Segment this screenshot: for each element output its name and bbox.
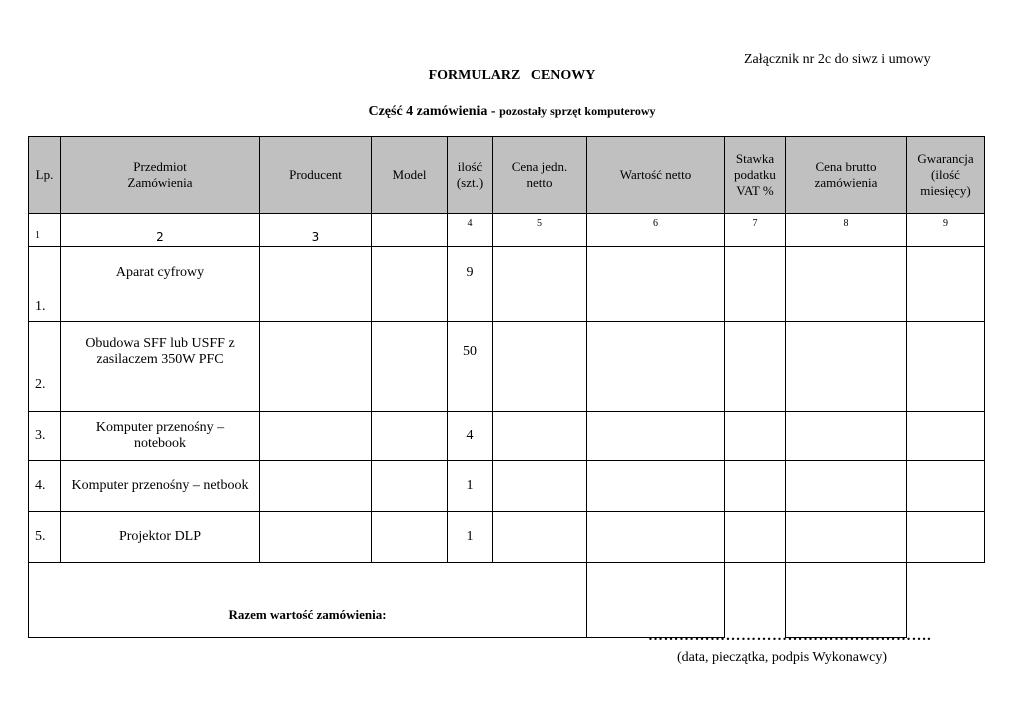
row-producer-cell[interactable] bbox=[260, 322, 372, 412]
row-quantity: 1 bbox=[448, 461, 493, 512]
column-number: 1 bbox=[29, 214, 61, 247]
price-table bbox=[28, 136, 985, 638]
row-model-cell[interactable] bbox=[372, 322, 448, 412]
header-net-value: Wartość netto bbox=[587, 137, 725, 214]
header-warranty: Gwarancja (ilość miesięcy) bbox=[907, 137, 985, 214]
row-warranty-cell[interactable] bbox=[907, 512, 985, 563]
total-spacer bbox=[725, 563, 786, 638]
row-lp: 3. bbox=[29, 412, 61, 461]
row-gross-price-cell[interactable] bbox=[786, 512, 907, 563]
header-vat-rate: Stawka podatku VAT % bbox=[725, 137, 786, 214]
row-vat-cell[interactable] bbox=[725, 322, 786, 412]
row-quantity: 9 bbox=[448, 247, 493, 322]
total-net-value-cell[interactable] bbox=[587, 563, 725, 638]
row-net-value-cell[interactable] bbox=[587, 247, 725, 322]
row-net-value-cell[interactable] bbox=[587, 412, 725, 461]
column-number: 5 bbox=[493, 214, 587, 247]
row-warranty-cell[interactable] bbox=[907, 461, 985, 512]
row-vat-cell[interactable] bbox=[725, 247, 786, 322]
row-net-value-cell[interactable] bbox=[587, 512, 725, 563]
signature-caption: (data, pieczątka, podpis Wykonawcy) bbox=[677, 650, 887, 665]
row-producer-cell[interactable] bbox=[260, 247, 372, 322]
row-producer-cell[interactable] bbox=[260, 412, 372, 461]
row-lp: 5. bbox=[29, 512, 61, 563]
row-model-cell[interactable] bbox=[372, 247, 448, 322]
column-number-row bbox=[29, 214, 985, 247]
row-unit-price-cell[interactable] bbox=[493, 247, 587, 322]
row-vat-cell[interactable] bbox=[725, 461, 786, 512]
total-spacer bbox=[907, 563, 985, 638]
row-item-name: Projektor DLP bbox=[61, 512, 260, 563]
row-lp: 2. bbox=[29, 322, 61, 412]
table-row bbox=[29, 322, 985, 412]
row-model-cell[interactable] bbox=[372, 461, 448, 512]
column-number bbox=[372, 214, 448, 247]
row-warranty-cell[interactable] bbox=[907, 247, 985, 322]
column-number: 9 bbox=[907, 214, 985, 247]
row-quantity: 4 bbox=[448, 412, 493, 461]
table-row bbox=[29, 247, 985, 322]
row-quantity: 1 bbox=[448, 512, 493, 563]
row-model-cell[interactable] bbox=[372, 512, 448, 563]
row-producer-cell[interactable] bbox=[260, 461, 372, 512]
row-unit-price-cell[interactable] bbox=[493, 412, 587, 461]
header-unit-price: Cena jedn. netto bbox=[493, 137, 587, 214]
row-quantity: 50 bbox=[448, 322, 493, 412]
annex-reference: Załącznik nr 2c do siwz i umowy bbox=[744, 52, 931, 67]
header-model: Model bbox=[372, 137, 448, 214]
row-gross-price-cell[interactable] bbox=[786, 247, 907, 322]
row-item-name: Komputer przenośny – notebook bbox=[61, 412, 260, 461]
row-gross-price-cell[interactable] bbox=[786, 322, 907, 412]
row-item-name: Obudowa SFF lub USFF z zasilaczem 350W PFC bbox=[61, 322, 260, 412]
row-model-cell[interactable] bbox=[372, 412, 448, 461]
header-gross-price: Cena brutto zamówienia bbox=[786, 137, 907, 214]
column-number: 2 bbox=[61, 214, 260, 247]
row-unit-price-cell[interactable] bbox=[493, 512, 587, 563]
column-number: 3 bbox=[260, 214, 372, 247]
total-row bbox=[29, 563, 985, 638]
header-subject: Przedmiot Zamówienia bbox=[61, 137, 260, 214]
total-label: Razem wartość zamówienia: bbox=[29, 563, 587, 638]
row-gross-price-cell[interactable] bbox=[786, 461, 907, 512]
row-lp: 4. bbox=[29, 461, 61, 512]
row-unit-price-cell[interactable] bbox=[493, 322, 587, 412]
row-warranty-cell[interactable] bbox=[907, 412, 985, 461]
column-number: 4 bbox=[448, 214, 493, 247]
header-quantity: ilość (szt.) bbox=[448, 137, 493, 214]
signature-line: ………………………………………………. bbox=[648, 628, 932, 644]
part-title-subject: pozostały sprzęt komputerowy bbox=[499, 104, 656, 118]
row-vat-cell[interactable] bbox=[725, 512, 786, 563]
part-title bbox=[0, 104, 1024, 120]
column-number: 7 bbox=[725, 214, 786, 247]
row-net-value-cell[interactable] bbox=[587, 322, 725, 412]
row-producer-cell[interactable] bbox=[260, 512, 372, 563]
total-gross-value-cell[interactable] bbox=[786, 563, 907, 638]
row-net-value-cell[interactable] bbox=[587, 461, 725, 512]
column-number: 6 bbox=[587, 214, 725, 247]
row-item-name: Aparat cyfrowy bbox=[61, 247, 260, 322]
row-lp: 1. bbox=[29, 247, 61, 322]
row-warranty-cell[interactable] bbox=[907, 322, 985, 412]
row-vat-cell[interactable] bbox=[725, 412, 786, 461]
header-lp: Lp. bbox=[29, 137, 61, 214]
form-title: FORMULARZ CENOWY bbox=[428, 68, 596, 83]
header-producer: Producent bbox=[260, 137, 372, 214]
header-row bbox=[29, 137, 985, 214]
table-row bbox=[29, 512, 985, 563]
column-number: 8 bbox=[786, 214, 907, 247]
row-item-name: Komputer przenośny – netbook bbox=[61, 461, 260, 512]
part-title-main: Część 4 zamówienia - bbox=[368, 104, 500, 119]
row-unit-price-cell[interactable] bbox=[493, 461, 587, 512]
table-row bbox=[29, 412, 985, 461]
table-row bbox=[29, 461, 985, 512]
row-gross-price-cell[interactable] bbox=[786, 412, 907, 461]
